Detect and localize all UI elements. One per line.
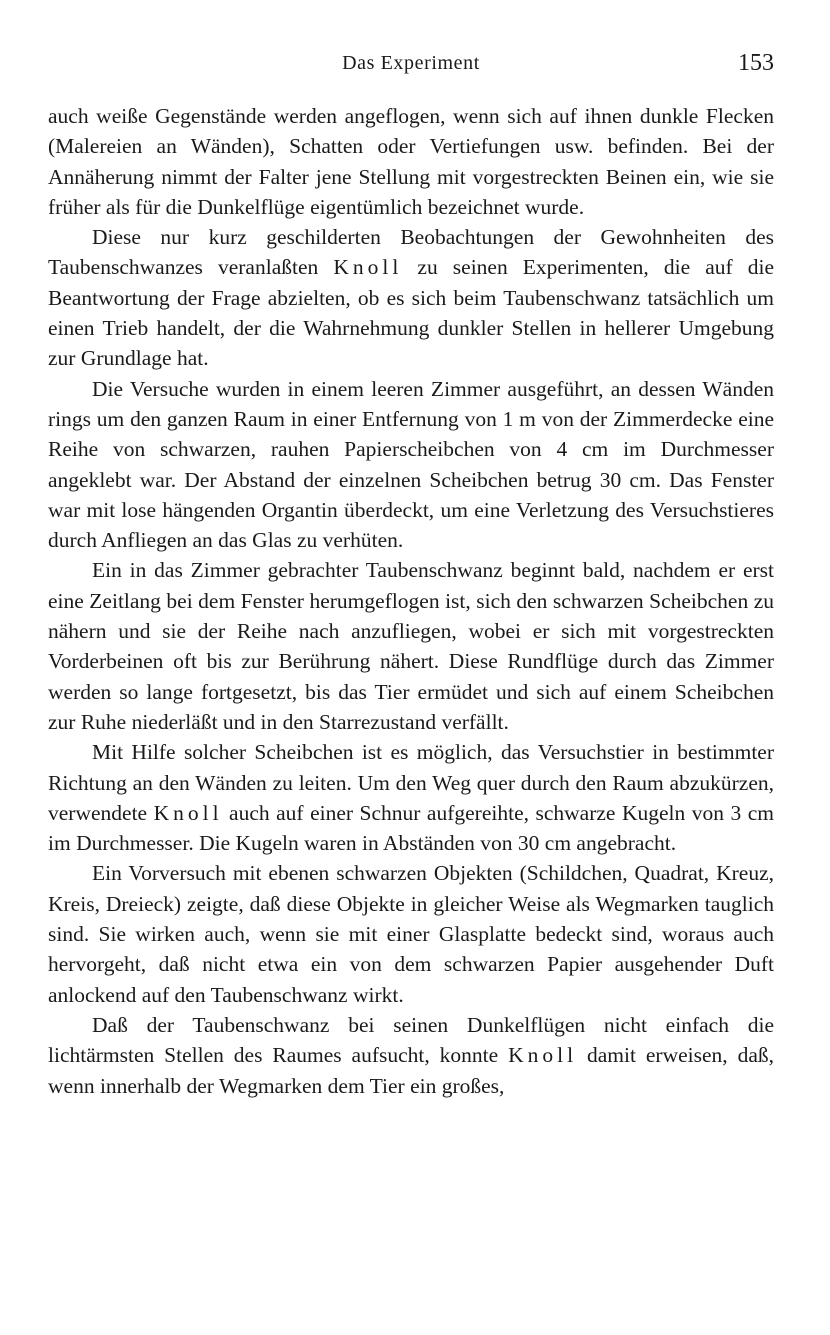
- author-name-spaced: Knoll: [333, 255, 403, 280]
- paragraph-6: [48, 858, 774, 1009]
- paragraph-7: [48, 1010, 774, 1101]
- paragraph-text: Daß der Taubenschwanz bei seinen Dunkelflügen nicht einfach die lichtärmsten Stellen des Raumes aufsucht, konnte: [48, 1012, 774, 1068]
- paragraph-text: Diese nur kurz geschilderten Beobachtungen der Gewohnheiten des Taubenschwanzes veranlaßten: [48, 225, 774, 280]
- body-text: [48, 101, 774, 1101]
- paragraph-3: [48, 374, 774, 556]
- paragraph-text: auch weiße Gegenstände werden angeflogen, wenn sich auf ihnen dunkle Flecken (Malereien an Wänden), Schatten oder Vertiefungen usw. befinden. Bei der Annäherung nimmt der Falter jene Stellung mit vorgestreckten Beinen ein, wie sie früher als für die Dunkelflüge eigentümlich bezeichnet wurde.: [48, 104, 774, 219]
- paragraph-text: auch auf einer Schnur aufgereihte, schwarze Kugeln von 3 cm im Durchmesser. Die Kugeln waren in Abständen von 30 cm angebracht.: [48, 800, 774, 856]
- running-title: Das Experiment: [342, 52, 480, 74]
- paragraph-text: zu seinen Experimenten, die auf die Beantwortung der Frage abzielten, ob es sich beim Taubenschwanz tatsächlich um einen Trieb handelt, der die Wahrnehmung dunkler Stellen in hellerer Umgebung zur Grundlage hat.: [48, 255, 774, 371]
- paragraph-text: Ein in das Zimmer gebrachter Taubenschwanz beginnt bald, nachdem er erst eine Zeitlang bei dem Fenster herumgeflogen ist, sich den schwarzen Scheibchen zu nähern und sie der Reihe nach anzufliegen, wobei er sich mit vorgestreckten Vorderbeinen oft bis zur Berührung nähert. Diese Rundflüge durch das Zimmer werden so lange fortgesetzt, bis das Tier ermüdet und sich auf einem Scheibchen zur Ruhe niederläßt und in den Starrezustand verfällt.: [48, 558, 774, 734]
- page-header: [48, 52, 774, 82]
- page-number: 153: [738, 50, 774, 76]
- author-name-spaced: Knoll: [508, 1043, 578, 1068]
- paragraph-text: Die Versuche wurden in einem leeren Zimmer ausgeführt, an dessen Wänden rings um den ganzen Raum in einer Entfernung von 1 m von der Zimmerdecke eine Reihe von schwarzen, rauhen Papierscheibchen von 4 cm im Durchmesser angeklebt war. Der Abstand der einzelnen Scheibchen betrug 30 cm. Das Fenster war mit lose hängenden Organtin überdeckt, um eine Verletzung des Versuchstieres durch Anfliegen an das Glas zu verhüten.: [48, 376, 774, 553]
- author-name-spaced: Knoll: [153, 800, 223, 825]
- paragraph-text: Ein Vorversuch mit ebenen schwarzen Objekten (Schildchen, Quadrat, Kreuz, Kreis, Dreieck) zeigte, daß diese Objekte in gleicher Weise als Wegmarken tauglich sind. Sie wirken auch, wenn sie mit einer Glasplatte bedeckt sind, woraus auch hervorgeht, daß nicht etwa ein von dem schwarzen Papier ausgehender Duft anlockend auf den Taubenschwanz wirkt.: [48, 861, 774, 1007]
- paragraph-text: damit erweisen, daß, wenn innerhalb der Wegmarken dem Tier ein großes,: [48, 1043, 774, 1098]
- paragraph-text: Mit Hilfe solcher Scheibchen ist es möglich, das Versuchstier in bestimmter Richtung an den Wänden zu leiten. Um den Weg quer durch den Raum abzukürzen, verwendete: [48, 740, 774, 825]
- paragraph-1: [48, 101, 774, 222]
- paragraph-2: [48, 222, 774, 373]
- paragraph-5: [48, 737, 774, 858]
- paragraph-4: [48, 555, 774, 737]
